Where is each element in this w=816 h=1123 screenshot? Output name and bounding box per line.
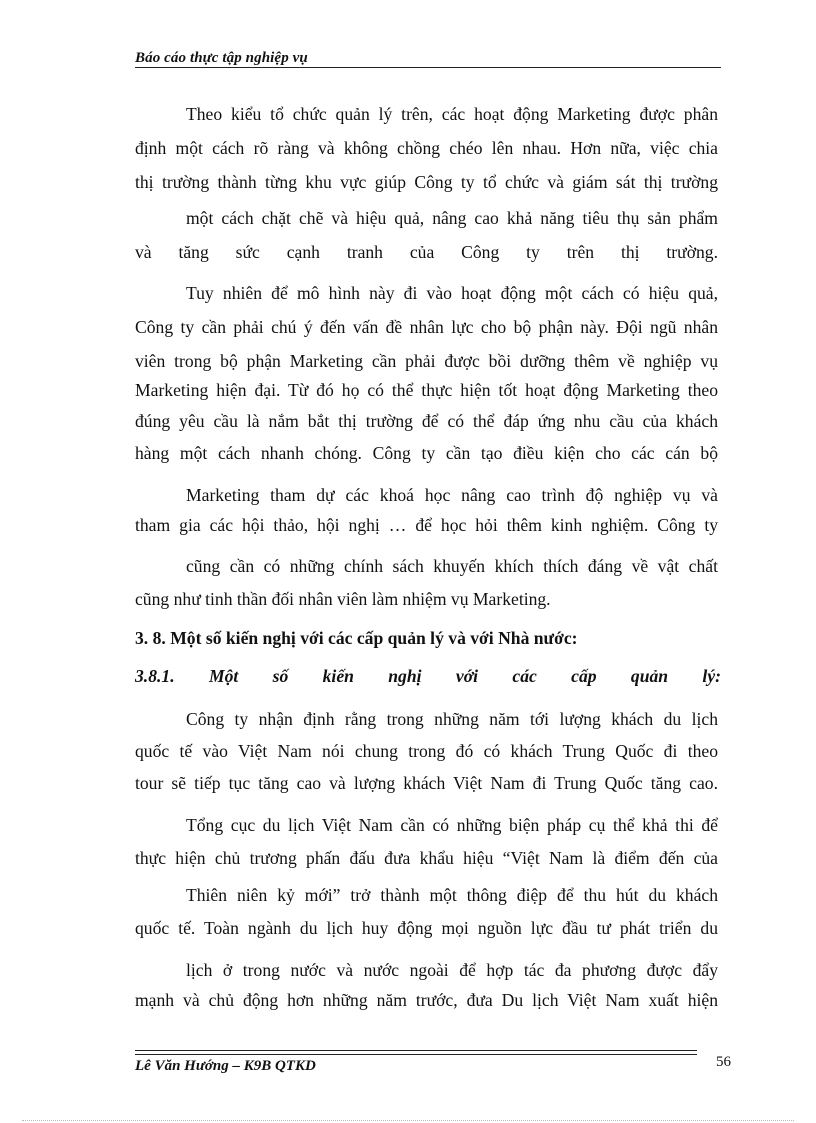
header-rule	[135, 67, 721, 68]
body-line: thị trường thành từng khu vực giúp Công ty tổ chức và giám sát thị trường	[135, 172, 718, 192]
footer-rule	[135, 1050, 697, 1051]
subsection-heading: 3.8.1. Một số kiến nghị với các cấp quản lý:	[135, 666, 721, 686]
body-line: tham gia các hội thảo, hội nghị … để học hỏi thêm kinh nghiệm. Công ty	[135, 515, 718, 535]
body-line: Tổng cục du lịch Việt Nam cần có những biện pháp cụ thể khả thi để	[186, 815, 718, 835]
body-line: quốc tế. Toàn ngành du lịch huy động mọi nguồn lực đầu tư phát triển du	[135, 918, 718, 938]
body-line: Thiên niên kỷ mới” trở thành một thông điệp để thu hút du khách	[186, 885, 718, 905]
body-line: và tăng sức cạnh tranh của Công ty trên thị trường.	[135, 242, 718, 262]
page-number: 56	[716, 1054, 731, 1070]
body-line: Công ty nhận định rằng trong những năm tới lượng khách du lịch	[186, 709, 718, 729]
body-line: đúng yêu cầu là nắm bắt thị trường để có thể đáp ứng nhu cầu của khách	[135, 411, 718, 431]
body-line: cũng cần có những chính sách khuyến khích thích đáng về vật chất	[186, 556, 718, 576]
body-line: hàng một cách nhanh chóng. Công ty cần tạo điều kiện cho các cán bộ	[135, 443, 718, 463]
page-edge	[22, 1120, 794, 1121]
section-heading: 3. 8. Một số kiến nghị với các cấp quản lý và với Nhà nước:	[135, 628, 578, 648]
header-title: Báo cáo thực tập nghiệp vụ	[135, 50, 308, 66]
body-line: tour sẽ tiếp tục tăng cao và lượng khách Việt Nam đi Trung Quốc tăng cao.	[135, 773, 718, 793]
body-line: Marketing tham dự các khoá học nâng cao trình độ nghiệp vụ và	[186, 485, 718, 505]
body-line: một cách chặt chẽ và hiệu quả, nâng cao khả năng tiêu thụ sản phẩm	[186, 208, 718, 228]
body-line: Marketing hiện đại. Từ đó họ có thể thực hiện tốt hoạt động Marketing theo	[135, 380, 718, 400]
body-line: viên trong bộ phận Marketing cần phải được bồi dưỡng thêm về nghiệp vụ	[135, 351, 718, 371]
body-line: mạnh và chủ động hơn những năm trước, đưa Du lịch Việt Nam xuất hiện	[135, 990, 718, 1010]
body-line: quốc tế vào Việt Nam nói chung trong đó có khách Trung Quốc đi theo	[135, 741, 718, 761]
footer-rule	[135, 1054, 697, 1055]
body-line: Công ty cần phải chú ý đến vấn đề nhân lực cho bộ phận này. Đội ngũ nhân	[135, 317, 718, 337]
body-line: Tuy nhiên để mô hình này đi vào hoạt động một cách có hiệu quả,	[186, 283, 718, 303]
footer-author: Lê Văn Hướng – K9B QTKD	[135, 1058, 316, 1074]
body-line: thực hiện chủ trương phấn đấu đưa khẩu hiệu “Việt Nam là điểm đến của	[135, 848, 718, 868]
body-line: lịch ở trong nước và nước ngoài để hợp tác đa phương được đẩy	[186, 960, 718, 980]
body-line: cũng như tinh thần đối nhân viên làm nhiệm vụ Marketing.	[135, 589, 551, 609]
body-line: định một cách rõ ràng và không chồng chéo lên nhau. Hơn nữa, việc chia	[135, 138, 718, 158]
body-line: Theo kiểu tổ chức quản lý trên, các hoạt động Marketing được phân	[186, 104, 718, 124]
